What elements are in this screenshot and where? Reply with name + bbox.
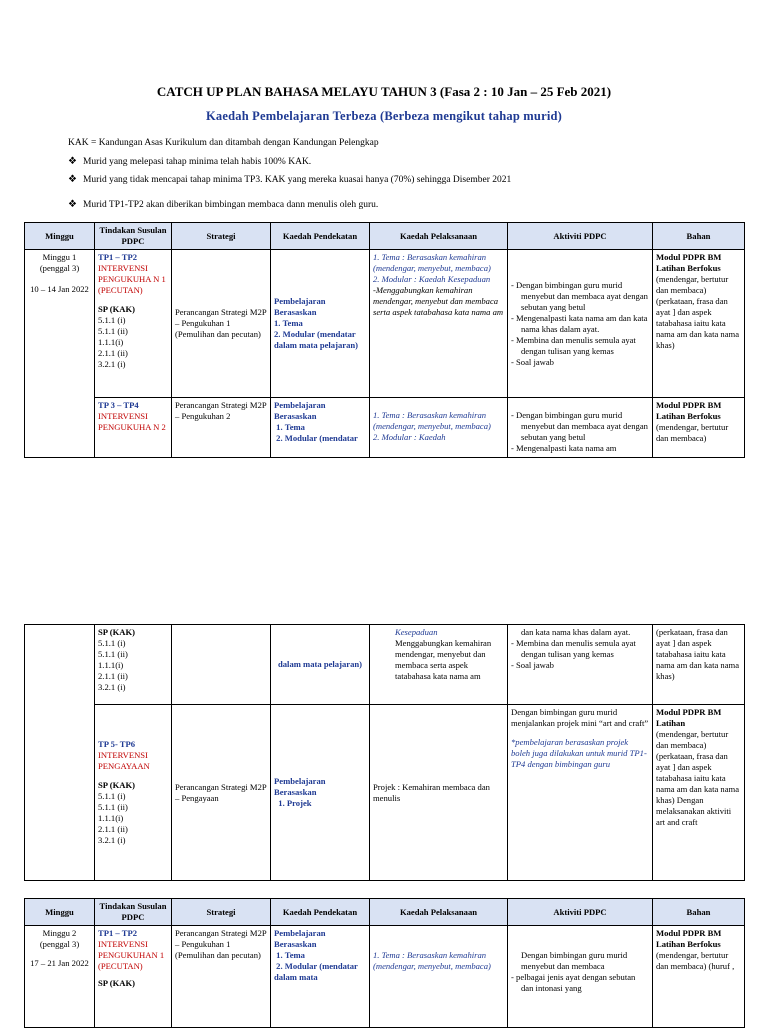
diamond-bullet-icon: ❖ bbox=[68, 156, 77, 167]
bahan-cell: (perkataan, frasa dan ayat ] dan aspek tatabahasa iaitu kata nama am dan kata nama khas) bbox=[653, 625, 745, 705]
strategi-cell: Perancangan Strategi M2P – Pengukuhan 2 bbox=[172, 398, 271, 458]
header-aktiviti: Aktiviti PDPC bbox=[508, 223, 653, 250]
diamond-bullet-icon: ❖ bbox=[68, 174, 77, 185]
week-cell: Minggu 1 (penggal 3) 10 – 14 Jan 2022 bbox=[25, 250, 95, 458]
header-minggu: Minggu bbox=[25, 899, 95, 926]
aktiviti-cell: - Dengan bimbingan guru murid menyebut dan membaca ayat dengan sebutan yang betul - Mengenalpasti kata nama am dan kata nama khas dalam ayat. - Membina dan menulis semula ayat dengan tulisan yang kemas - Soal jawab bbox=[508, 250, 653, 398]
strategi-cell: Perancangan Strategi M2P – Pengukuhan 1 (Pemulihan dan pecutan) bbox=[172, 926, 271, 1028]
bahan-cell: Modul PDPR BM Latihan (mendengar, bertutur dan membaca) (perkataan, frasa dan ayat ] dan aspek tatabahasa iaitu kata nama am dan kata nama khas) Dengan melaksanakan aktiviti art and craft bbox=[653, 705, 745, 881]
tindakan-cell: TP1 – TP2 INTERVENSI PENGUKUHAN 1 (PECUTAN) SP (KAK) bbox=[95, 926, 172, 1028]
strategi-cell: Perancangan Strategi M2P – Pengayaan bbox=[172, 705, 271, 881]
header-aktiviti: Aktiviti PDPC bbox=[508, 899, 653, 926]
pendekatan-cell: dalam mata pelajaran) bbox=[271, 625, 370, 705]
aktiviti-cell: dan kata nama khas dalam ayat. - Membina dan menulis semula ayat dengan tulisan yang kemas - Soal jawab bbox=[508, 625, 653, 705]
plan-table-continued bbox=[24, 624, 745, 881]
header-pelaksanaan: Kaedah Pelaksanaan bbox=[370, 899, 508, 926]
intro-bullet-2: ❖ Murid yang tidak mencapai tahap minima TP3. KAK yang mereka kuasai hanya (70%) sehingga Disember 2021 bbox=[68, 174, 512, 185]
table-row bbox=[25, 926, 745, 1028]
header-pelaksanaan: Kaedah Pelaksanaan bbox=[370, 223, 508, 250]
pelaksanaan-cell: 1. Tema : Berasaskan kemahiran (mendengar, menyebut, membaca) 2. Modular : Kaedah bbox=[370, 398, 508, 458]
header-strategi: Strategi bbox=[172, 223, 271, 250]
pelaksanaan-cell: 1. Tema : Berasaskan kemahiran (mendengar, menyebut, membaca) bbox=[370, 926, 508, 1028]
header-pendekatan: Kaedah Pendekatan bbox=[271, 899, 370, 926]
week-cell bbox=[25, 625, 95, 881]
bahan-cell: Modul PDPR BM Latihan Berfokus (mendengar, bertutur dan membaca) (perkataan, frasa dan ayat ] dan aspek tatabahasa iaitu kata nama am dan kata nama khas) bbox=[653, 250, 745, 398]
aktiviti-cell: - Dengan bimbingan guru murid menyebut dan membaca ayat dengan sebutan yang betul - Mengenalpasti kata nama am bbox=[508, 398, 653, 458]
pendekatan-cell: Pembelajaran Berasaskan 1. Projek bbox=[271, 705, 370, 881]
intro-bullet-3: ❖ Murid TP1-TP2 akan diberikan bimbingan membaca dann menulis oleh guru. bbox=[68, 199, 379, 210]
pendekatan-cell: Pembelajaran Berasaskan 1. Tema 2. Modular (mendatar dalam mata pelajaran) bbox=[271, 250, 370, 398]
header-bahan: Bahan bbox=[653, 899, 745, 926]
table-row bbox=[25, 625, 745, 705]
header-tindakan: Tindakan Susulan PDPC bbox=[95, 223, 172, 250]
tindakan-cell: TP 5- TP6 INTERVENSI PENGAYAAN SP (KAK) 5.1.1 (i) 5.1.1 (ii) 1.1.1(i) 2.1.1 (ii) 3.2.1 (i) bbox=[95, 705, 172, 881]
aktiviti-cell: Dengan bimbingan guru murid menjalankan projek mini “art and craft” *pembelajaran berasaskan projek boleh juga dilakukan untuk murid TP1-TP4 dengan bimbingan guru bbox=[508, 705, 653, 881]
pelaksanaan-cell: Projek : Kemahiran membaca dan menulis bbox=[370, 705, 508, 881]
header-bahan: Bahan bbox=[653, 223, 745, 250]
header-strategi: Strategi bbox=[172, 899, 271, 926]
plan-table-week-1 bbox=[24, 222, 745, 458]
header-minggu: Minggu bbox=[25, 223, 95, 250]
tindakan-cell: TP 3 – TP4 INTERVENSI PENGUKUHA N 2 bbox=[95, 398, 172, 458]
pendekatan-cell: Pembelajaran Berasaskan 1. Tema 2. Modular (mendatar bbox=[271, 398, 370, 458]
week-cell: Minggu 2 (penggal 3) 17 – 21 Jan 2022 bbox=[25, 926, 95, 1028]
tindakan-cell: TP1 – TP2 INTERVENSI PENGUKUHA N 1 (PECUTAN) SP (KAK) 5.1.1 (i) 5.1.1 (ii) 1.1.1(i) 2.1.1 (ii) 3.2.1 (i) bbox=[95, 250, 172, 398]
pendekatan-cell: Pembelajaran Berasaskan 1. Tema 2. Modular (mendatar dalam mata bbox=[271, 926, 370, 1028]
pelaksanaan-cell: 1. Tema : Berasaskan kemahiran (mendengar, menyebut, membaca) 2. Modular : Kaedah Kesepaduan -Menggabungkan kemahiran mendengar, menyebut dan membaca serta aspek tatabahasa kata nama am bbox=[370, 250, 508, 398]
header-tindakan: Tindakan Susulan PDPC bbox=[95, 899, 172, 926]
kak-definition: KAK = Kandungan Asas Kurikulum dan ditambah dengan Kandungan Pelengkap bbox=[68, 138, 379, 148]
diamond-bullet-icon: ❖ bbox=[68, 199, 77, 210]
document-subtitle: Kaedah Pembelajaran Terbeza (Berbeza mengikut tahap murid) bbox=[205, 109, 563, 123]
tindakan-cell: SP (KAK) 5.1.1 (i) 5.1.1 (ii) 1.1.1(i) 2.1.1 (ii) 3.2.1 (i) bbox=[95, 625, 172, 705]
document-title: CATCH UP PLAN BAHASA MELAYU TAHUN 3 (Fasa 2 : 10 Jan – 25 Feb 2021) bbox=[156, 84, 612, 99]
strategi-cell bbox=[172, 625, 271, 705]
table-row bbox=[25, 250, 745, 398]
aktiviti-cell: Dengan bimbingan guru murid menyebut dan membaca - pelbagai jenis ayat dengan sebutan dan intonasi yang bbox=[508, 926, 653, 1028]
plan-table-week-2 bbox=[24, 898, 745, 1028]
table-row bbox=[25, 705, 745, 881]
bahan-cell: Modul PDPR BM Latihan Berfokus (mendengar, bertutur dan membaca) bbox=[653, 398, 745, 458]
intro-bullet-1: ❖ Murid yang melepasi tahap minima telah habis 100% KAK. bbox=[68, 156, 312, 167]
bahan-cell: Modul PDPR BM Latihan Berfokus (mendengar, bertutur dan membaca) (huruf , bbox=[653, 926, 745, 1028]
strategi-cell: Perancangan Strategi M2P – Pengukuhan 1 (Pemulihan dan pecutan) bbox=[172, 250, 271, 398]
table-row bbox=[25, 398, 745, 458]
pelaksanaan-cell: Kesepaduan Menggabungkan kemahiran mendengar, menyebut dan membaca serta aspek tatabahasa kata nama am bbox=[370, 625, 508, 705]
header-pendekatan: Kaedah Pendekatan bbox=[271, 223, 370, 250]
